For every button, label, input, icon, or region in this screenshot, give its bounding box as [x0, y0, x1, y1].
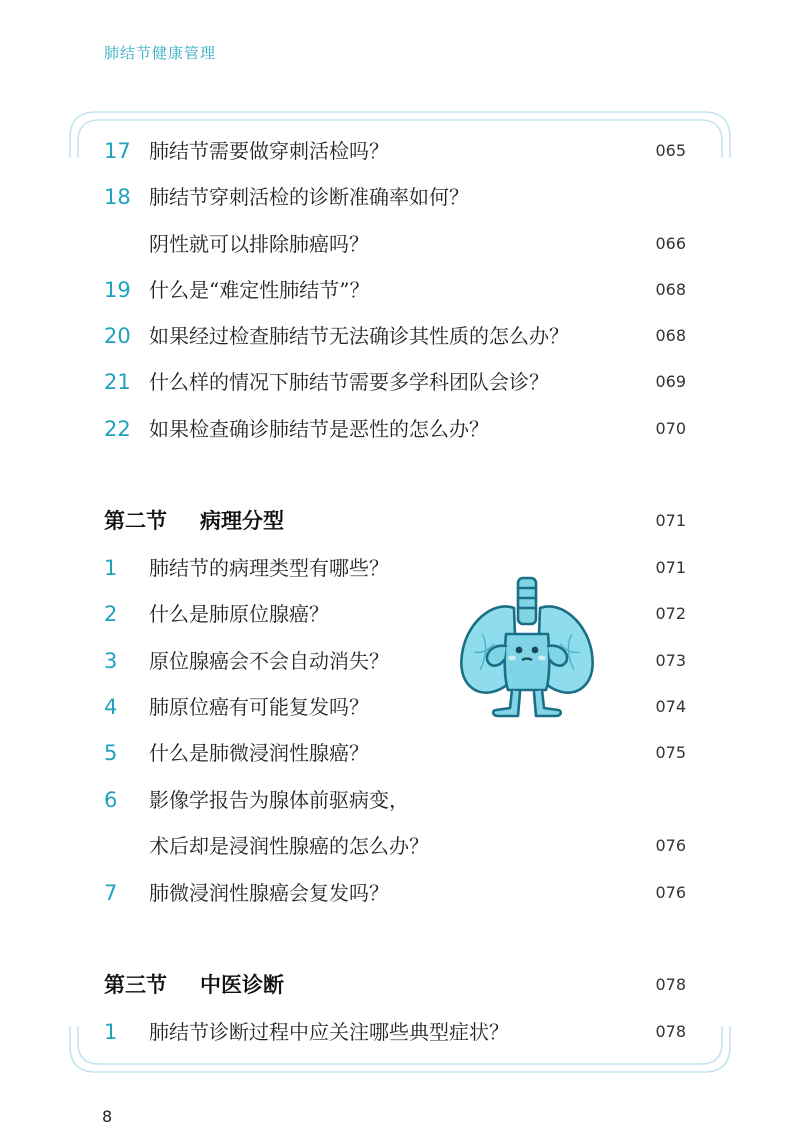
toc-entry[interactable] [0, 414, 800, 444]
entry-number: 5 [104, 741, 118, 765]
entry-title-line2: 阴性就可以排除肺癌吗？ [149, 232, 369, 256]
toc-entry[interactable] [0, 738, 800, 768]
toc-entry[interactable] [0, 599, 800, 629]
section-label: 第二节 [104, 508, 167, 533]
entry-number: 4 [104, 695, 118, 719]
toc-entry[interactable] [0, 878, 800, 908]
entry-title: 如果经过检查肺结节无法确诊其性质的怎么办？ [149, 324, 569, 348]
section-heading[interactable] [0, 506, 800, 536]
entry-page: 071 [655, 558, 686, 577]
entry-title: 什么是肺微浸润性腺癌？ [149, 741, 369, 765]
toc-entry[interactable] [0, 367, 800, 397]
entry-number: 22 [104, 417, 131, 441]
section-page: 078 [655, 975, 686, 994]
toc-entry[interactable] [0, 275, 800, 305]
entry-title: 什么是“难定性肺结节”？ [149, 278, 370, 302]
entry-page: 068 [655, 280, 686, 299]
entry-page: 073 [655, 651, 686, 670]
entry-page: 075 [655, 743, 686, 762]
entry-page: 078 [655, 1022, 686, 1041]
entry-title: 影像学报告为腺体前驱病变， [149, 788, 409, 812]
toc-entry[interactable] [0, 692, 800, 722]
entry-number: 6 [104, 788, 118, 812]
section-page: 071 [655, 511, 686, 530]
entry-number: 17 [104, 139, 131, 163]
entry-number: 1 [104, 1020, 118, 1044]
page-number: 8 [102, 1107, 113, 1126]
toc-entry[interactable] [0, 553, 800, 583]
section-title: 中医诊断 [200, 972, 284, 997]
lung-mascot-icon [452, 574, 602, 724]
entry-number: 1 [104, 556, 118, 580]
toc-entry[interactable] [0, 785, 800, 815]
toc-entry[interactable] [0, 1017, 800, 1047]
entry-page: 076 [655, 836, 686, 855]
entry-number: 20 [104, 324, 131, 348]
entry-title: 肺原位癌有可能复发吗？ [149, 695, 369, 719]
entry-page: 070 [655, 419, 686, 438]
entry-page: 068 [655, 326, 686, 345]
toc-entry[interactable] [0, 182, 800, 212]
entry-title: 如果检查确诊肺结节是恶性的怎么办？ [149, 417, 489, 441]
toc-entry[interactable] [0, 321, 800, 351]
entry-page: 076 [655, 883, 686, 902]
entry-title: 什么样的情况下肺结节需要多学科团队会诊？ [149, 370, 549, 394]
entry-number: 18 [104, 185, 131, 209]
entry-number: 2 [104, 602, 118, 626]
entry-page: 066 [655, 234, 686, 253]
entry-number: 3 [104, 649, 118, 673]
toc-entry-continued[interactable] [0, 831, 800, 861]
section-label: 第三节 [104, 972, 167, 997]
entry-title: 肺结节诊断过程中应关注哪些典型症状？ [149, 1020, 509, 1044]
toc-entry-continued[interactable] [0, 229, 800, 259]
entry-page: 072 [655, 604, 686, 623]
entry-page: 065 [655, 141, 686, 160]
entry-title: 肺结节需要做穿刺活检吗？ [149, 139, 389, 163]
entry-title: 肺结节的病理类型有哪些？ [149, 556, 389, 580]
toc-entry[interactable] [0, 136, 800, 166]
section-title: 病理分型 [200, 508, 284, 533]
entry-number: 7 [104, 881, 118, 905]
entry-title: 肺微浸润性腺癌会复发吗？ [149, 881, 389, 905]
entry-title: 肺结节穿刺活检的诊断准确率如何？ [149, 185, 469, 209]
entry-page: 069 [655, 372, 686, 391]
entry-number: 21 [104, 370, 131, 394]
entry-title-line2: 术后却是浸润性腺癌的怎么办？ [149, 834, 429, 858]
entry-number: 19 [104, 278, 131, 302]
entry-page: 074 [655, 697, 686, 716]
section-heading[interactable] [0, 970, 800, 1000]
toc-entry[interactable] [0, 646, 800, 676]
entry-title: 原位腺癌会不会自动消失？ [149, 649, 389, 673]
running-header: 肺结节健康管理 [104, 44, 217, 62]
entry-title: 什么是肺原位腺癌？ [149, 602, 329, 626]
